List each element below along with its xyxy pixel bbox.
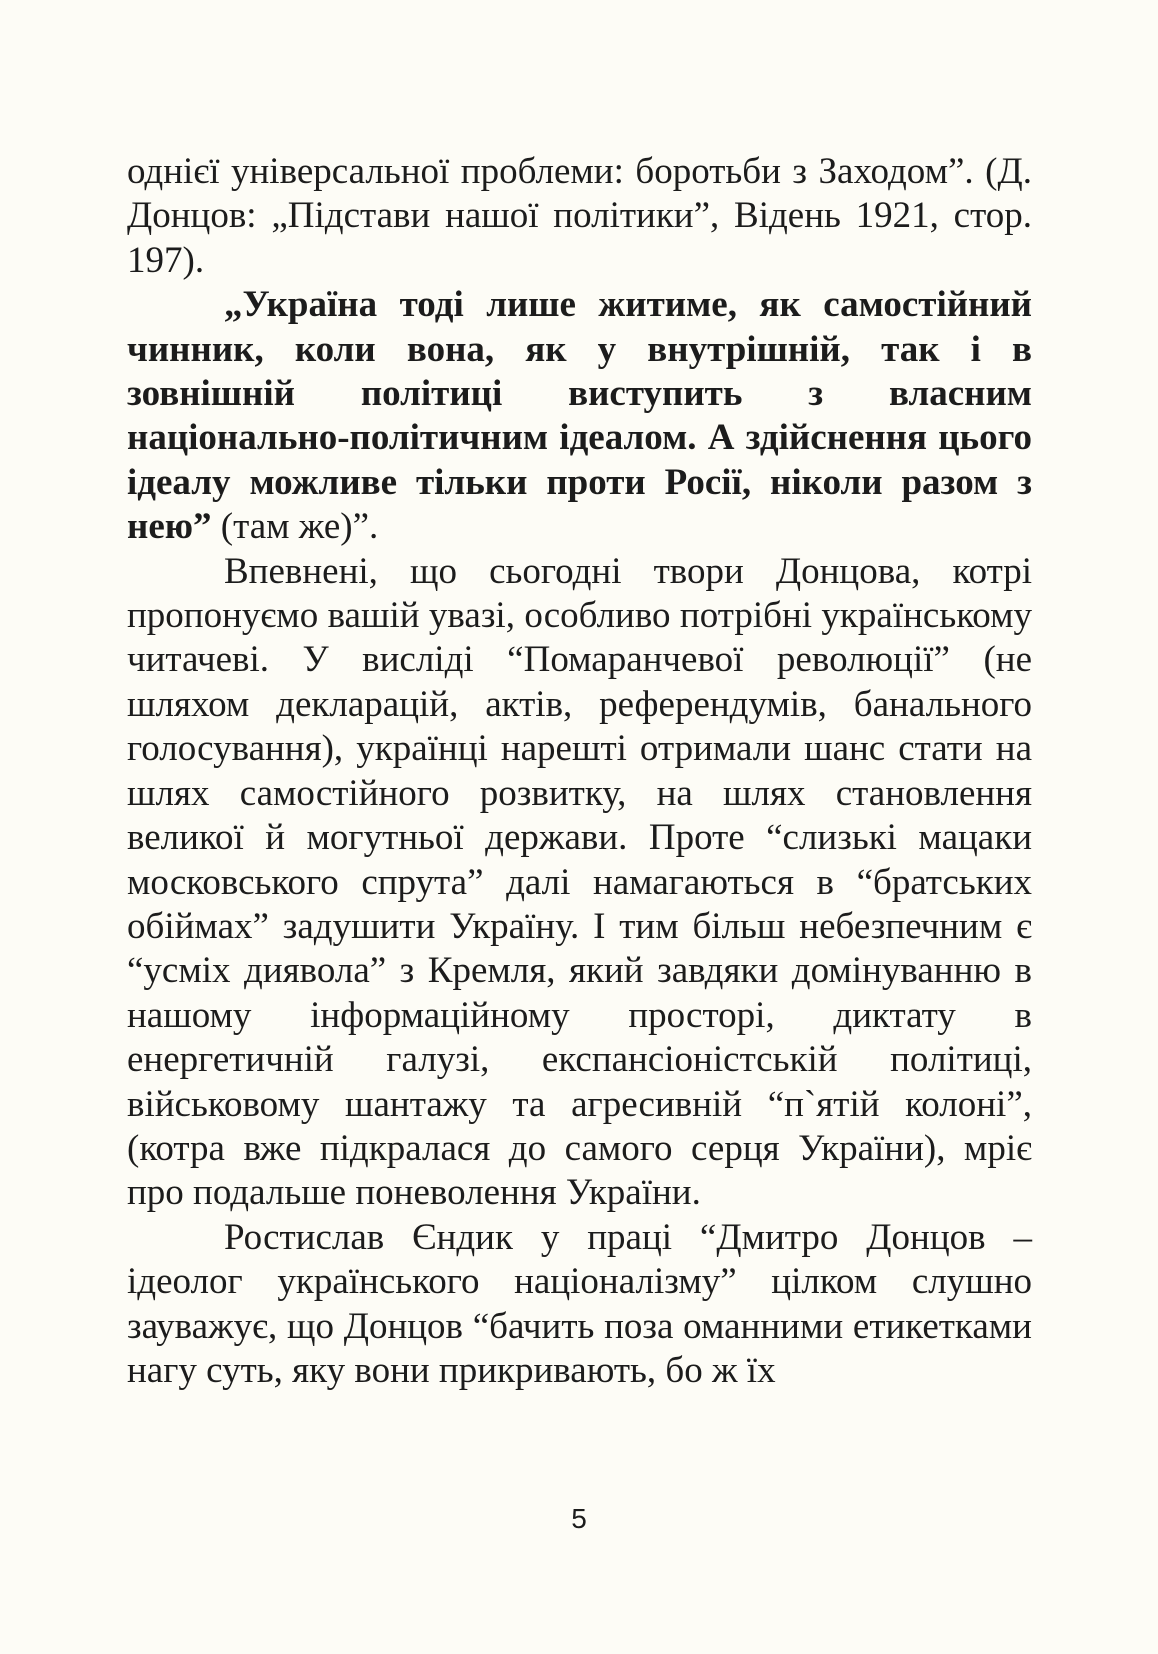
bold-quote: „Україна тоді лише житиме, як самостійний чинник, коли вона, як у внутрішній, так і в зовнішній політиці виступить з власним національно-політичним ідеалом. А здійснення цього ідеалу можливе тільки проти Росії, ніколи разом з нею”	[127, 284, 1032, 548]
paragraph-2-quote	[127, 283, 1032, 549]
paragraph-4: Ростислав Єндик у праці “Дмитро Донцов – ідеолог українського націоналізму” цілком слушно зауважує, що Донцов “бачить поза оманними етикетками нагу суть, яку вони прикривають, бо ж їх	[127, 1216, 1032, 1391]
paragraph-3: Впевнені, що сьогодні твори Донцова, котрі пропонуємо вашій увазі, особливо потрібні українському читачеві. У висліді “Помаранчевої революції” (не шляхом декларацій, актів, референдумів, банального голосування), українці нарешті отримали шанс стати на шлях самостійного розвитку, на шлях становлення великої й могутньої держави. Проте “слизькі мацаки московського спрута” далі намагаються в “братських обіймах” задушити Україну. І тим більш небезпечним є “усміх диявола” з Кремля, який завдяки домінуванню в нашому інформаційному просторі, диктату в енергетичній галузі, експансіоністській політиці, військовому шантажу та агресивній “п`ятій колоні”, (котра вже підкралася до самого серця України), мріє про подальше поневолення України.	[127, 550, 1032, 1214]
body-text	[127, 150, 1032, 1393]
paragraph-1: однієї універсальної проблеми: боротьби з Заходом”. (Д. Донцов: „Підстави нашої політики”, Відень 1921, стор. 197).	[127, 151, 1032, 281]
quote-source: (там же)”.	[211, 506, 379, 548]
page-number: 5	[571, 1503, 587, 1534]
